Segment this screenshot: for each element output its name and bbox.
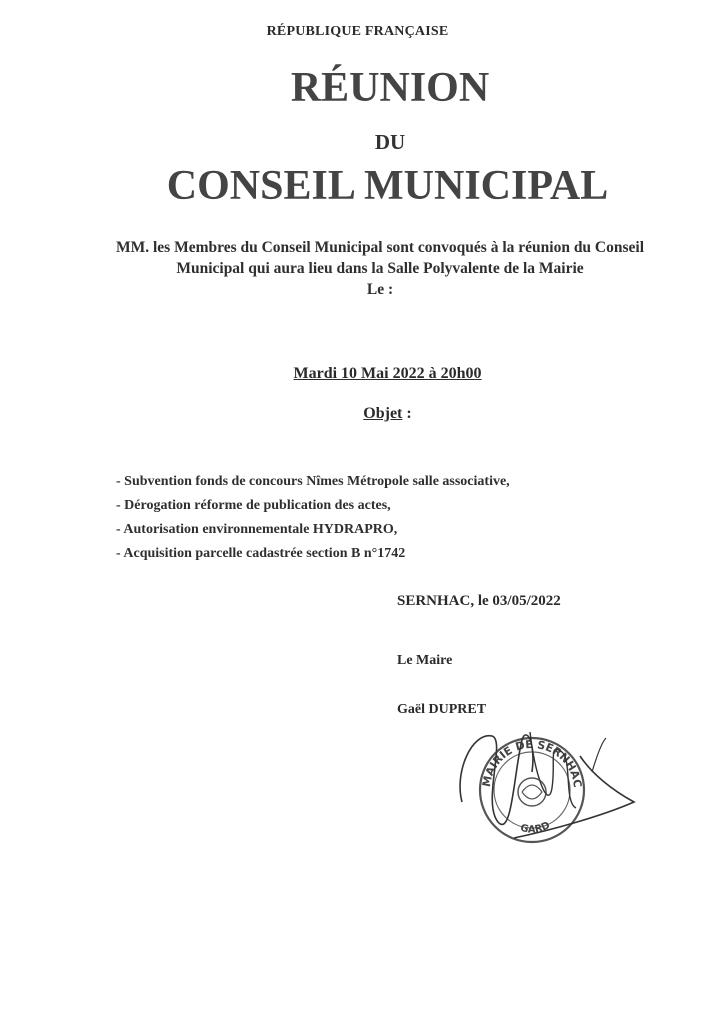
republic-header: RÉPUBLIQUE FRANÇAISE	[266, 24, 449, 39]
place-date: SERNHAC, le 03/05/2022	[397, 593, 561, 609]
objet-colon: :	[402, 405, 412, 422]
convocation-line: MM. les Membres du Conseil Municipal sont convoqués à la réunion du Conseil	[115, 239, 645, 256]
agenda-item: - Dérogation réforme de publication des actes,	[116, 498, 391, 513]
meeting-date-text: Mardi 10 Mai 2022 à 20h00	[293, 365, 482, 382]
convocation-line: Municipal qui aura lieu dans la Salle Polyvalente de la Mairie	[176, 260, 584, 277]
title-reunion: RÉUNION	[290, 65, 490, 111]
mayor-name: Gaël DUPRET	[397, 702, 487, 717]
mayor-title: Le Maire	[397, 653, 453, 668]
objet-heading	[0, 405, 715, 423]
agenda-list	[116, 470, 510, 566]
agenda-item: - Subvention fonds de concours Nîmes Métropole salle associative,	[116, 474, 510, 489]
agenda-item: - Acquisition parcelle cadastrée section B n°1742	[116, 546, 406, 561]
svg-text:GARD: GARD	[519, 820, 552, 836]
title-conseil-municipal: CONSEIL MUNICIPAL	[166, 163, 609, 209]
mayor-stamp-signature	[452, 712, 642, 852]
agenda-item: - Autorisation environnementale HYDRAPRO,	[116, 522, 398, 537]
meeting-date	[0, 365, 715, 383]
svg-text:MAIRIE DE SERNHAC: MAIRIE DE SERNHAC	[479, 737, 585, 789]
convocation-line: Le :	[366, 281, 394, 298]
objet-label: Objet	[363, 405, 403, 422]
title-du: DU	[374, 130, 406, 154]
convocation-text	[80, 237, 680, 300]
